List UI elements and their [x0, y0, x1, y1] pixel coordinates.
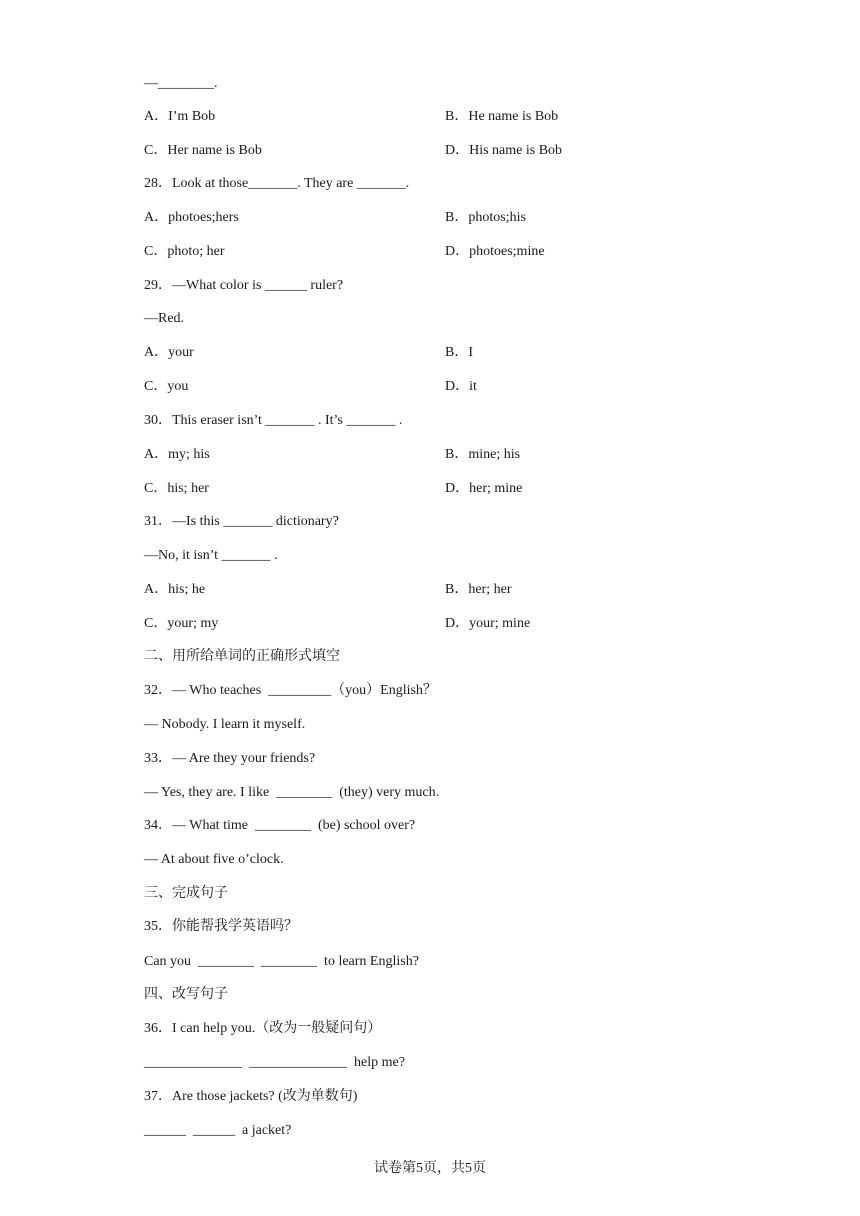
q27-answer-line: —________.	[144, 76, 218, 91]
q33-question: 33．— Are they your friends?	[144, 751, 316, 766]
q29-option-a: A．your	[144, 345, 194, 360]
q27-option-a: A．I’m Bob	[144, 109, 216, 124]
section-3-heading: 三、完成句子	[144, 886, 228, 901]
q29-option-d: D．it	[445, 379, 477, 394]
q28-option-c: C．photo; her	[144, 244, 225, 259]
q33-answer: — Yes, they are. I like ________ (they) very much.	[144, 785, 440, 800]
q36-question: 36．I can help you.（改为一般疑问句）	[144, 1021, 382, 1036]
q29-question: 29．—What color is ______ ruler?	[144, 278, 344, 293]
q27-option-c: C．Her name is Bob	[144, 143, 262, 158]
q31-option-d: D．your; mine	[445, 616, 531, 631]
q27-option-d: D．His name is Bob	[445, 143, 563, 158]
q31-option-a: A．his; he	[144, 582, 206, 597]
q28-question: 28．Look at those_______. They are _______.	[144, 176, 410, 191]
page-footer: 试卷第5页，共5页	[374, 1161, 486, 1176]
q31-option-c: C．your; my	[144, 616, 219, 631]
q34-answer: — At about five o’clock.	[144, 852, 284, 867]
q37-answer-line: ______ ______ a jacket?	[144, 1123, 292, 1138]
section-4-heading: 四、改写句子	[144, 987, 228, 1002]
q28-option-b: B．photos;his	[445, 210, 526, 225]
q36-answer-line: ______________ ______________ help me?	[144, 1055, 405, 1070]
q28-option-d: D．photoes;mine	[445, 244, 545, 259]
q30-option-b: B．mine; his	[445, 447, 521, 462]
q35-answer-line: Can you ________ ________ to learn English?	[144, 954, 419, 969]
q32-answer: — Nobody. I learn it myself.	[144, 717, 306, 732]
q30-question: 30．This eraser isn’t _______ . It’s _______ .	[144, 413, 403, 428]
q31-question: 31．—Is this _______ dictionary?	[144, 514, 339, 529]
q30-option-a: A．my; his	[144, 447, 210, 462]
q28-option-a: A．photoes;hers	[144, 210, 239, 225]
q29-answer: —Red.	[144, 311, 185, 326]
q30-option-c: C．his; her	[144, 481, 209, 496]
q29-option-c: C．you	[144, 379, 189, 394]
q31-option-b: B．her; her	[445, 582, 512, 597]
q30-option-d: D．her; mine	[445, 481, 523, 496]
q35-question: 35．你能帮我学英语吗？	[144, 919, 298, 934]
q27-option-b: B．He name is Bob	[445, 109, 559, 124]
q37-question: 37．Are those jackets? (改为单数句)	[144, 1089, 358, 1104]
q29-option-b: B．I	[445, 345, 473, 360]
q31-answer: —No, it isn’t _______ .	[144, 548, 278, 563]
section-2-heading: 二、用所给单词的正确形式填空	[144, 649, 340, 664]
q32-question: 32．— Who teaches _________（you）English？	[144, 683, 437, 698]
q34-question: 34．— What time ________ (be) school over?	[144, 818, 416, 833]
